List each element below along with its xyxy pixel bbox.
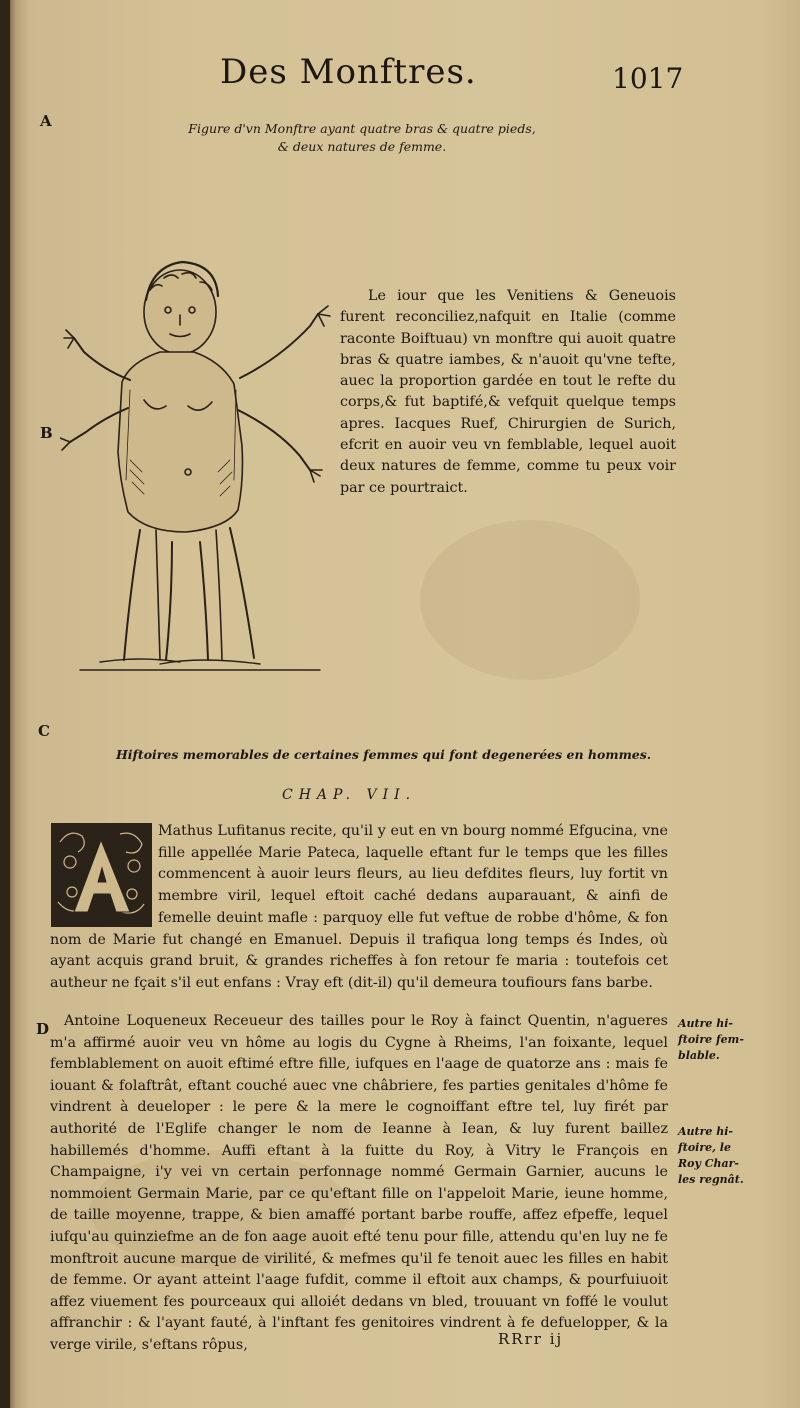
dropcap-space [50, 821, 158, 929]
margin-note-line: les regnât. [678, 1173, 744, 1186]
paragraph-mathus-text: Mathus Lufitanus recite, qu'il y eut en vn bourg nommé Efgucina, vne fille appellée Marie Pateca, laquelle eftant fur le temps que les filles commencent à auoir leurs fleurs, au lieu defdites fleurs, luy fortit vn membre viril, lequel eftoit caché dedans auparauant, & ainfi de femelle deuint mafle : parquoy elle fut veftue de robbe d'hôme, & fon nom de Marie fut changé en Emanuel. Depuis il trafiqua long temps és Indes, où ayant acquis grand bruit, & grandes richeffes à fon retour fe maria : toutefois cet autheur ne fçait s'il eut enfans : Vray eft (dit-il) qu'il demeura toufiours fans barbe. [50, 823, 668, 991]
chapter-heading: CHAP. VII. [282, 787, 417, 803]
section-title: Hiftoires memorables de certaines femmes qui font degenerées en hommes. [116, 747, 652, 762]
paragraph-loqueneux-text: Antoine Loqueneux Receueur des tailles pour le Roy à fainct Quentin, n'agueres m'a affirmé auoir veu vn hôme au logis du Cygne à Rheims, l'an foixante, lequel femblablement on auoit eftimé eftre fille, iufques en l'aage de quatorze ans : mais fe iouant & folaftrât, eftant couché auec vne châbriere, fes parties genitales d'hôme fe vindrent à deueloper : le pere & la mere le cognoiffant eftre tel, luy firét par authorité de l'Eglife changer le nom de Ieanne à Iean, & luy furent baillez habillemés d'homme. Auffi eftant à la fuitte du Roy, à Vitry le François en Champaigne, i'y vei vn certain perfonnage nommé Germain Garnier, aucuns le nommoient Germain Marie, par ce qu'eftant fille on l'appeloit Marie, ieune homme, de taille moyenne, trappe, & bien amaffé portant barbe rouffe, affez efpeffe, lequel iufqu'au quinziefme an de fon aage auoit efté tenu pour fille, attendu qu'en luy ne fe monftroit aucune marque de virilité, & mefmes qu'il fe tenoit auec les filles en habit de femme. Or ayant atteint l'aage fufdit, comme il eftoit aux champs, & pourfuiuoit affez viuement fes pourceaux qui alloiét dedans vn bled, trouuant vn foffé le voulut affranchir : & l'ayant fauté, à l'inftant fes genitoires vindrent à fe defuelopper, & la verge virile, s'eftans rôpus, [50, 1013, 668, 1353]
margin-note-line: Autre hi- [678, 1017, 733, 1030]
margin-letter-b: B [40, 424, 53, 442]
figure-caption-line1: Figure d'vn Monftre ayant quatre bras & quatre pieds, [188, 121, 536, 136]
margin-note-line: Autre hi- [678, 1125, 733, 1138]
margin-note-line: ftoire fem- [678, 1033, 744, 1046]
margin-letter-d: D [36, 1020, 50, 1038]
page-number: 1017 [612, 62, 684, 95]
paragraph-mathus [50, 821, 668, 995]
book-spine [0, 0, 10, 1408]
figure-side-text [340, 286, 676, 499]
margin-note-1 [678, 1016, 744, 1064]
running-head: Des Monftres. [220, 52, 477, 92]
woodcut-figure [60, 260, 340, 680]
figure-caption-line2: & deux natures de femme. [277, 139, 447, 154]
margin-note-line: ftoire, le [678, 1141, 731, 1154]
paper-stain [420, 520, 640, 680]
margin-note-2 [678, 1124, 744, 1188]
margin-letter-c: C [38, 722, 50, 740]
signature-mark: RRrr ij [498, 1330, 564, 1348]
margin-note-line: Roy Char- [678, 1157, 739, 1170]
margin-letter-a: A [40, 112, 52, 130]
margin-note-line: blable. [678, 1049, 720, 1062]
figure-side-paragraph: Le iour que les Venitiens & Geneuois furent reconciliez,nafquit en Italie (comme raconte Boiftuau) vn monftre qui auoit quatre bras & quatre iambes, & n'auoit qu'vne tefte, auec la proportion gardée en tout le refte du corps,& fut baptifé,& vefquit quelque temps apres. Iacques Ruef, Chirurgien de Surich, efcrit en auoir veu vn femblable, lequel auoit deux natures de femme, comme tu peux voir par ce pourtraict. [340, 288, 676, 496]
paragraph-loqueneux [50, 1011, 668, 1357]
figure-caption [172, 120, 552, 156]
